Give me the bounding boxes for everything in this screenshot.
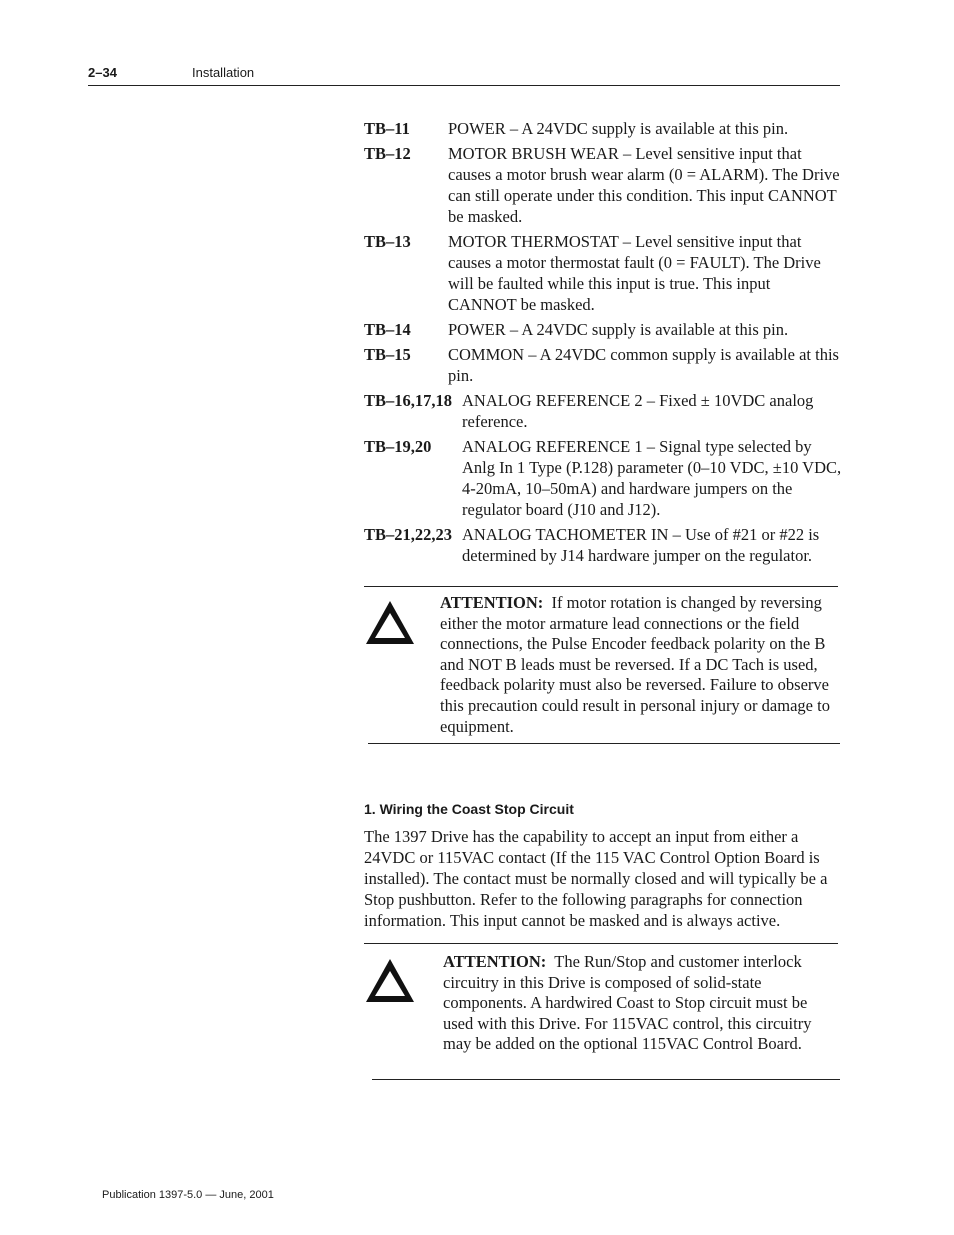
terminal-label: TB–19,20 [364, 437, 432, 456]
terminal-label: TB–15 [364, 345, 411, 364]
terminal-item [364, 118, 842, 139]
page-number: 2–34 [88, 65, 117, 80]
terminal-label: TB–12 [364, 144, 411, 163]
terminal-label: TB–13 [364, 232, 411, 251]
terminal-description: ANALOG REFERENCE 1 – Signal type selected by Anlg In 1 Type (P.128) parameter (0–10 VDC, ±10 VDC, 4-20mA, 10–50mA) and hardware jumpers on the regulator board (J10 and J12). [462, 437, 842, 519]
attention-label: ATTENTION: [443, 952, 547, 971]
attention-bottom-rule [368, 743, 840, 744]
publication-footer: Publication 1397-5.0 — June, 2001 [102, 1189, 274, 1201]
terminal-description: POWER – A 24VDC supply is available at this pin. [448, 320, 789, 339]
attention-top-rule [364, 586, 838, 587]
terminal-item [364, 344, 842, 386]
attention-top-rule [364, 943, 838, 944]
terminal-label: TB–21,22,23 [364, 525, 453, 544]
terminal-label: TB–11 [364, 119, 410, 138]
terminal-label: TB–14 [364, 320, 411, 339]
terminal-item [364, 524, 842, 566]
section-body: The 1397 Drive has the capability to accept an input from either a 24VDC or 115VAC contact (If the 115 VAC Control Option Board is installed). The contact must be normally closed and will typically be a Stop pushbutton. Refer to the following paragraphs for connection information. This input cannot be masked and is always active. [364, 827, 828, 930]
terminal-description: ANALOG TACHOMETER IN – Use of #21 or #22 is determined by J14 hardware jumper on the regulator. [462, 525, 820, 565]
terminal-label: TB–16,17,18 [364, 391, 453, 410]
terminal-item [364, 231, 842, 315]
attention-text [440, 593, 840, 737]
running-header-title: Installation [192, 65, 255, 80]
terminal-item [364, 436, 842, 520]
warning-triangle-icon [364, 956, 416, 1004]
attention-label: ATTENTION: [440, 593, 544, 612]
attention-body: If motor rotation is changed by reversing either the motor armature lead connections or the field connections, the Pulse Encoder feedback polarity on the B and NOT B leads must be reversed. If a DC Tach is used, feedback polarity must also be reversed. Failure to observe this precaution could result in personal injury or damage to equipment. [440, 593, 830, 736]
warning-triangle-icon [364, 598, 416, 646]
attention-bottom-rule [372, 1079, 840, 1080]
header-rule [88, 85, 840, 86]
terminal-description: MOTOR BRUSH WEAR – Level sensitive input that causes a motor brush wear alarm (0 = ALARM). The Drive can still operate under this condition. This input CANNOT be masked. [448, 144, 840, 226]
terminal-description: POWER – A 24VDC supply is available at this pin. [448, 119, 789, 138]
attention-body: The Run/Stop and customer interlock circuitry in this Drive is composed of solid-state components. A hardwired Coast to Stop circuit must be used with this Drive. For 115VAC control, this circuitry may be added on the optional 115VAC Control Board. [443, 952, 812, 1054]
terminal-description: MOTOR THERMOSTAT – Level sensitive input that causes a motor thermostat fault (0 = FAULT). The Drive will be faulted while this input is true. This input CANNOT be masked. [448, 232, 821, 314]
terminal-description: COMMON – A 24VDC common supply is available at this pin. [448, 345, 839, 385]
section-heading: 1. Wiring the Coast Stop Circuit [364, 801, 574, 817]
terminal-item [364, 390, 842, 432]
terminal-list [364, 118, 842, 570]
attention-text [443, 952, 841, 1055]
terminal-item [364, 143, 842, 227]
terminal-item [364, 319, 842, 340]
terminal-description: ANALOG REFERENCE 2 – Fixed ± 10VDC analog reference. [462, 391, 814, 431]
